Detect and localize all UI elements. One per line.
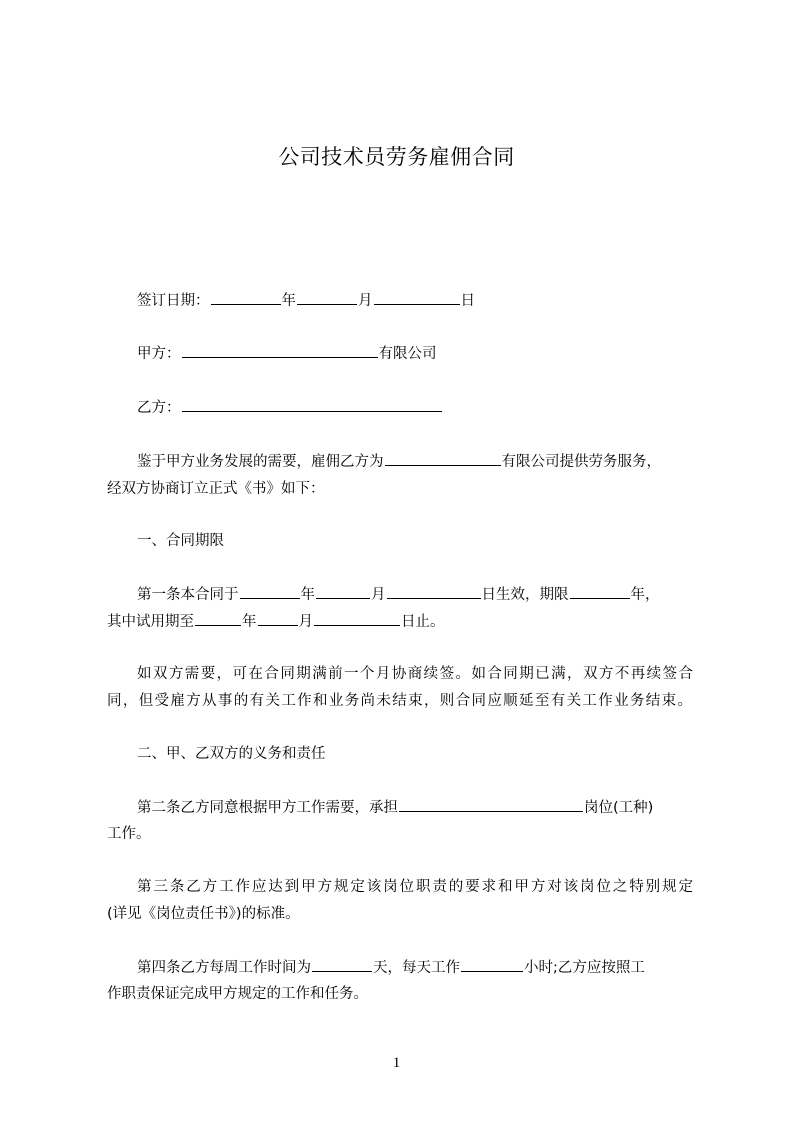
- page-number: 1: [392, 1055, 401, 1071]
- term-years-blank: [570, 584, 630, 599]
- article-4-text-1: 第四条乙方每周工作时间为: [137, 960, 311, 976]
- sign-day-label: 日: [460, 293, 475, 309]
- party-a-line: [137, 343, 437, 364]
- renewal-line-1: 如双方需要，可在合同期满前一个月协商续签。如合同期已满，双方不再续签合: [137, 666, 693, 682]
- probation-day-blank: [314, 611, 400, 626]
- start-month-blank: [316, 584, 370, 599]
- article-2-text-2: 岗位(工种): [584, 800, 654, 816]
- preamble-text-2: 有限公司提供劳务服务，: [501, 454, 661, 470]
- position-blank: [399, 797, 583, 812]
- sign-month-label: 月: [358, 293, 373, 309]
- article-2-text-1: 第二条乙方同意根据甲方工作需要，承担: [137, 800, 398, 816]
- article-1-text-3: 年，: [630, 587, 660, 603]
- party-b-blank: [182, 397, 442, 412]
- sign-year-label: 年: [281, 293, 296, 309]
- sign-month-blank: [297, 290, 357, 305]
- probation-text: 其中试用期至: [107, 614, 194, 630]
- sign-year-blank: [211, 290, 281, 305]
- sign-date-label: 签订日期：: [137, 293, 210, 309]
- preamble-company-blank: [385, 451, 501, 466]
- article-4-line-1: [137, 957, 645, 978]
- days-per-week-blank: [312, 957, 372, 972]
- article-4-text-3: 小时;乙方应按照工: [524, 960, 645, 976]
- article-1-line-2: [107, 611, 445, 632]
- preamble-text-1: 鉴于甲方业务发展的需要，雇佣乙方为: [137, 454, 384, 470]
- article-2-line-2: 工作。: [107, 826, 151, 842]
- document-title: 公司技术员劳务雇佣合同: [278, 145, 515, 169]
- article-1-text-1: 第一条本合同于: [137, 587, 239, 603]
- start-month-label: 月: [371, 587, 386, 603]
- party-b-label: 乙方：: [137, 400, 181, 416]
- party-a-suffix: 有限公司: [378, 346, 437, 362]
- party-a-label: 甲方：: [137, 346, 181, 362]
- article-4-text-2: 天，每天工作: [373, 960, 460, 976]
- article-3-line-2: (详见《岗位责任书》)的标准。: [107, 906, 300, 922]
- probation-month-label: 月: [298, 614, 313, 630]
- article-1-text-2: 日生效，期限: [481, 587, 569, 603]
- probation-year-blank: [195, 611, 241, 626]
- party-b-line: [137, 397, 443, 418]
- renewal-line-2: 同，但受雇方从事的有关工作和业务尚未结束，则合同应顺延至有关工作业务结束。: [107, 693, 692, 709]
- section-1-heading: 一、合同期限: [137, 533, 224, 549]
- party-a-blank: [182, 343, 378, 358]
- section-2-heading: 二、甲、乙双方的义务和责任: [137, 746, 326, 762]
- start-day-blank: [387, 584, 481, 599]
- preamble-line-1: [137, 451, 661, 472]
- sign-date-line: [137, 290, 475, 311]
- probation-year-label: 年: [242, 614, 257, 630]
- start-year-label: 年: [300, 587, 315, 603]
- article-4-line-2: 作职责保证完成甲方规定的工作和任务。: [107, 986, 368, 1002]
- sign-day-blank: [374, 290, 460, 305]
- article-3-line-1: 第三条乙方工作应达到甲方规定该岗位职责的要求和甲方对该岗位之特别规定: [137, 879, 693, 895]
- probation-month-blank: [258, 611, 298, 626]
- article-2-line-1: [137, 797, 653, 818]
- article-1-line-1: [137, 584, 660, 605]
- start-year-blank: [240, 584, 300, 599]
- preamble-line-2: 经双方协商订立正式《书》如下：: [107, 481, 325, 497]
- probation-end-text: 日止。: [401, 614, 445, 630]
- hours-per-day-blank: [461, 957, 523, 972]
